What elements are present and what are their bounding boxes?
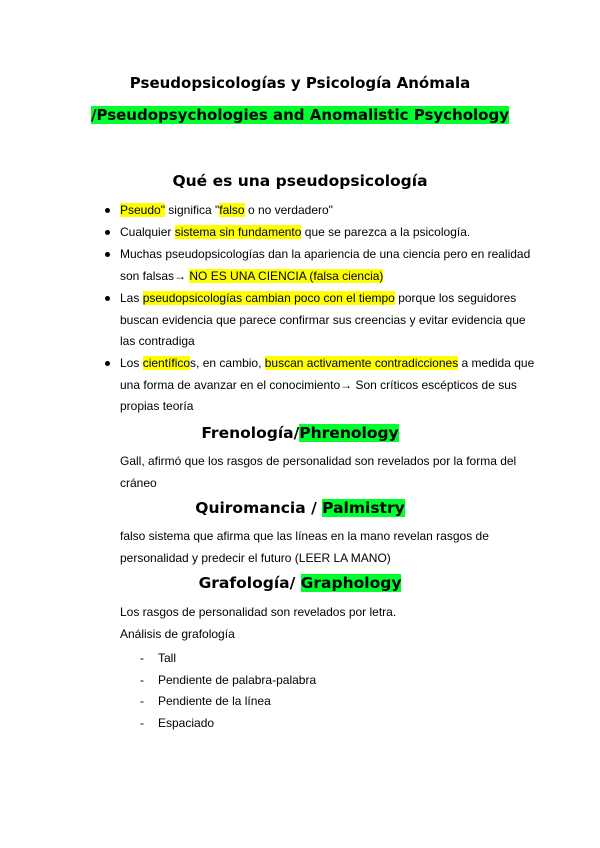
text-run: buscan evidencia que parece confirmar sus creencias y evitar evidencia que [120,312,526,327]
heading-palmistry-es: Quiromancia / [195,499,323,517]
bullet-line [120,202,333,218]
graphology-text-1: Los rasgos de personalidad son revelados por letra. [120,605,397,619]
bullet-line [120,377,517,393]
highlighted-text: Pseudo" [120,203,165,217]
text-run: a medida que [458,356,535,370]
bullet-line [120,333,195,349]
text-run: o no verdadero" [244,203,333,217]
heading-phrenology-en: Phrenology [299,424,399,442]
dash-list-item: Tall [158,651,177,665]
dash-marker: - [140,715,144,730]
bullet-line [120,312,526,328]
bullet-dot [105,361,110,366]
text-run: significa " [164,203,220,217]
highlighted-text: falso [219,203,245,217]
bullet-line [120,290,516,306]
bullet-line [120,355,534,371]
text-run: Muchas pseudopsicologías dan la apariencia de una ciencia pero en realidad [120,247,531,261]
title-line-2 [0,106,600,124]
highlighted-text: científico [142,356,191,370]
palmistry-text-1: falso sistema que afirma que las líneas en la mano revelan rasgos de [120,529,489,543]
highlighted-text: buscan activamente contradicciones [264,356,459,370]
section-heading-graphology [0,574,600,592]
text-run: Los [120,356,143,370]
title-line-1: Pseudopsicologías y Psicología Anómala [129,74,471,92]
dash-list-item: Espaciado [158,715,215,730]
text-run: Cualquier [120,225,175,239]
text-run: porque los seguidores [394,291,517,305]
title-line-2-text: /Pseudopsychologies and Anomalistic Psychology [90,106,509,124]
text-run: que se parezca a la psicología. [301,225,471,239]
bullet-dot [105,230,110,235]
graphology-text-2: Análisis de grafología [120,627,235,641]
dash-marker: - [140,694,144,708]
phrenology-text-1: Gall, afirmó que los rasgos de personalidad son revelados por la forma del [120,454,517,468]
dash-list-item: Pendiente de palabra-palabra [158,672,317,687]
bullet-dot [105,296,110,301]
text-run: son falsas→ [120,268,190,283]
text-run: Las [120,291,143,305]
highlighted-text: sistema sin fundamento [174,225,302,239]
dash-marker: - [140,672,144,687]
heading-graphology-es: Grafología/ [198,574,301,592]
heading-graphology-en: Graphology [300,574,402,592]
text-run: propias teoría [120,399,194,413]
bullet-line [120,398,193,414]
section-heading-palmistry [0,499,600,517]
bullet-dot [105,208,110,213]
text-run: una forma de avanzar en el conocimiento→ Son críticos escépticos de sus [120,377,517,392]
section-heading-pseudopsychology: Qué es una pseudopsicología [172,172,428,190]
text-run: s, en cambio, [190,356,265,370]
phrenology-text-2: cráneo [120,476,157,490]
palmistry-text-2: personalidad y predecir el futuro (LEER LA MANO) [120,551,391,565]
section-heading-phrenology [0,424,600,442]
bullet-line [120,268,383,284]
text-run: las contradiga [120,334,195,348]
highlighted-text: NO ES UNA CIENCIA (falsa ciencia) [189,268,384,283]
bullet-dot [105,252,110,257]
heading-phrenology-es: Frenología/ [201,424,300,442]
bullet-line [120,246,530,262]
dash-marker: - [140,651,144,665]
dash-list-item: Pendiente de la línea [158,694,271,708]
highlighted-text: pseudopsicologías cambian poco con el tiempo [142,291,395,305]
bullet-line [120,224,470,240]
heading-palmistry-en: Palmistry [322,499,405,517]
